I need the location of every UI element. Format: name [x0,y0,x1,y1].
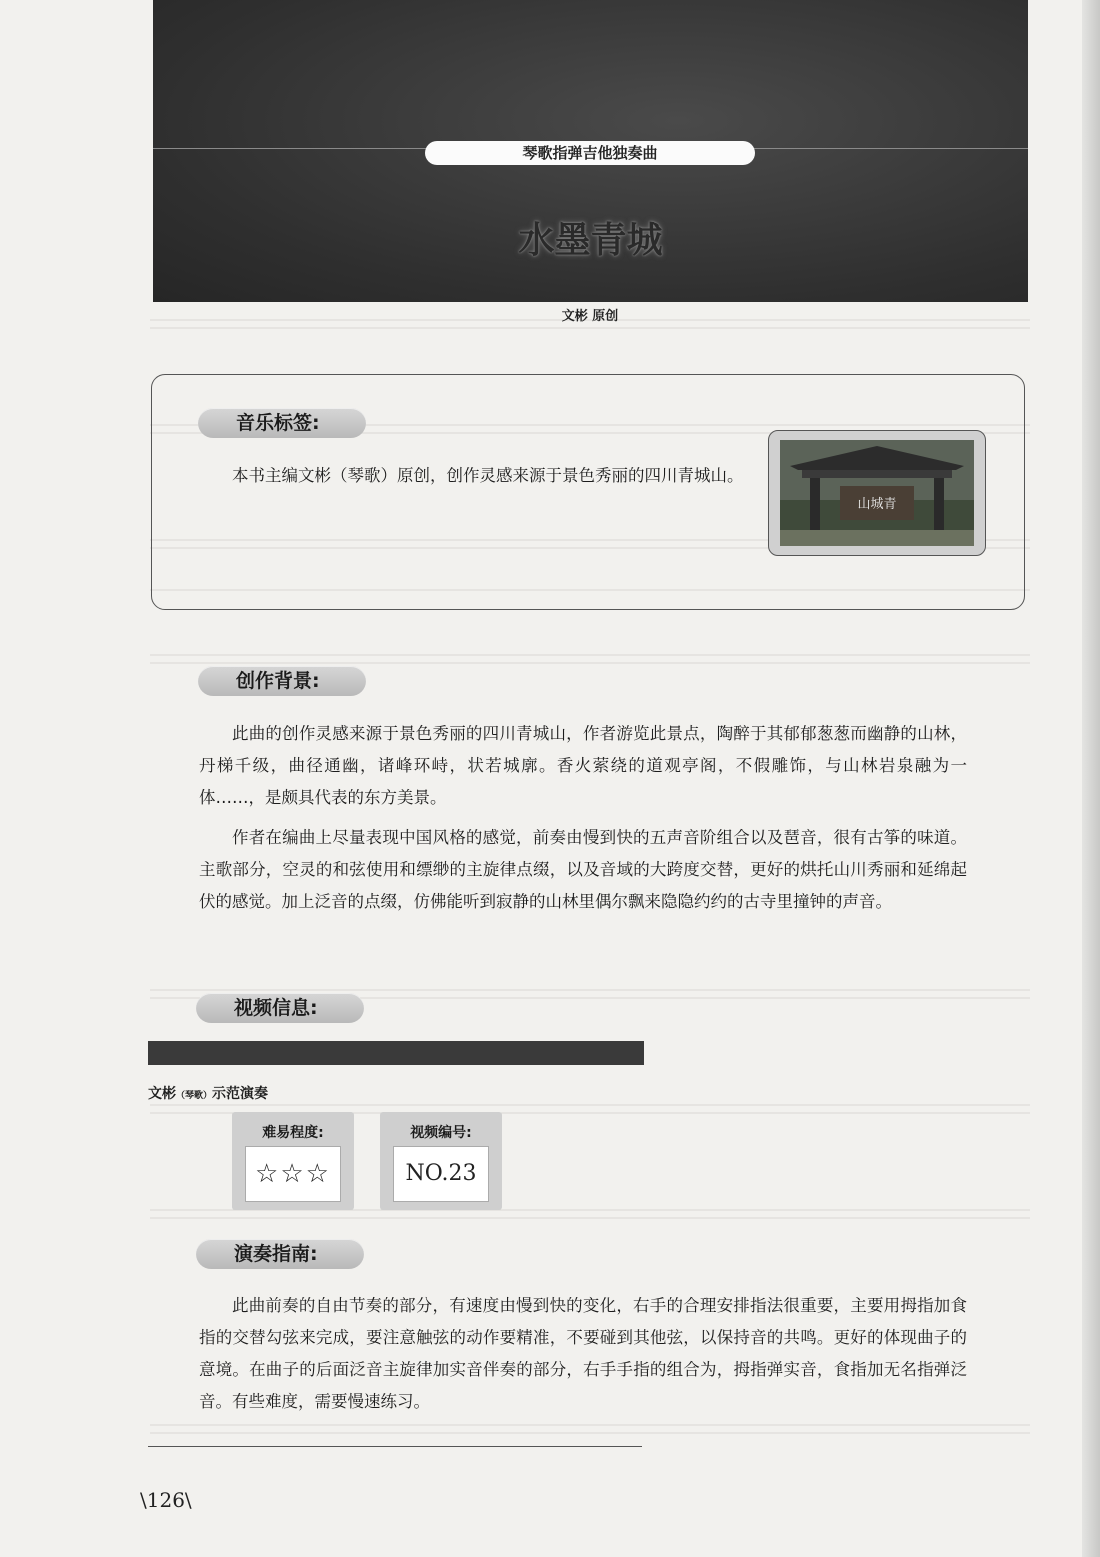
temple-sign-text: 山城青 [857,497,897,512]
video-info-bar [148,1041,644,1065]
difficulty-card [232,1112,354,1210]
video-number-value: NO.23 [393,1146,489,1202]
footer-rule [148,1446,642,1447]
video-number-card [380,1112,502,1210]
video-number-label: 视频编号: [410,1125,472,1141]
background-label: 创作背景: [198,666,366,696]
background-paragraph-1: 此曲的创作灵感来源于景色秀丽的四川青城山，作者游览此景点，陶醉于其郁郁葱葱而幽静的山林，丹梯千级，曲径通幽，诸峰环峙，状若城廓。香火萦绕的道观亭阁，不假雕饰，与山林岩泉融为一体……，是颇具代表的东方美景。 [199,724,967,807]
author-credit: 文彬 原创 [561,309,619,324]
demo-performer [148,1083,268,1103]
guide-label: 演奏指南: [196,1239,364,1269]
difficulty-label: 难易程度: [262,1125,324,1141]
background-paragraph-2: 作者在编曲上尽量表现中国风格的感觉，前奏由慢到快的五声音阶组合以及琶音，很有古筝的味道。主歌部分，空灵的和弦使用和缥缈的主旋律点缀，以及音域的大跨度交替，更好的烘托山川秀丽和延绵起伏的感觉。加上泛音的点缀，仿佛能听到寂静的山林里偶尔飘来隐隐约约的古寺里撞钟的声音。 [199,828,967,911]
demo-performer-alias: （琴歌） [176,1091,213,1101]
guide-text: 此曲前奏的自由节奏的部分，有速度由慢到快的变化，右手的合理安排指法很重要，主要用拇指加食指的交替勾弦来完成，要注意触弦的动作要精准，不要碰到其他弦，以保持音的共鸣。更好的体现曲子的意境。在曲子的后面泛音主旋律加实音伴奏的部分，右手手指的组合为，拇指弹实音，食指加无名指弹泛音。有些难度，需要慢速练习。 [199,1296,967,1411]
video-info-label: 视频信息: [196,993,364,1023]
qingcheng-photo [768,430,986,556]
music-tag-label: 音乐标签: [198,408,366,438]
music-tag-text: 本书主编文彬（琴歌）原创，创作灵感来源于景色秀丽的四川青城山。 [232,466,744,485]
temple-gate-image [780,440,974,546]
page-title: 水墨青城 [518,219,663,261]
title-banner [153,0,1028,302]
page-number: \126\ [140,1488,192,1512]
subtitle-pill: 琴歌指弹吉他独奏曲 [425,141,755,165]
page-edge-shadow [1082,0,1100,1557]
demo-performer-name: 文彬 [148,1086,176,1102]
demo-suffix: 示范演奏 [212,1086,269,1102]
difficulty-stars: ☆☆☆ [245,1146,341,1202]
